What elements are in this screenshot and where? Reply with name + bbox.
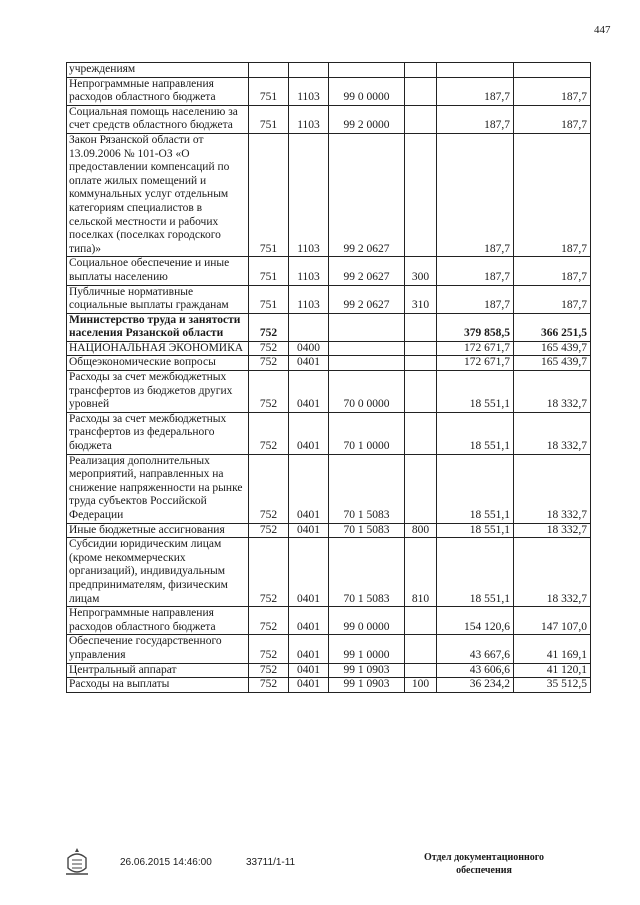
row-expense-type: [405, 412, 437, 454]
row-article-code: [329, 313, 405, 341]
row-article-code: 99 1 0000: [329, 635, 405, 663]
row-amount-2017: 18 332,7: [514, 371, 591, 413]
row-name: Центральный аппарат: [67, 663, 249, 678]
row-name: Социальная помощь населению за счет средств областного бюджета: [67, 105, 249, 133]
table-row: [67, 635, 591, 663]
emblem-icon: [62, 846, 92, 878]
row-amount-2016: 18 551,1: [437, 454, 514, 523]
row-amount-2016: 172 671,7: [437, 356, 514, 371]
row-article-code: 99 1 0903: [329, 678, 405, 693]
row-expense-type: [405, 77, 437, 105]
row-amount-2017: 187,7: [514, 257, 591, 285]
row-expense-type: [405, 607, 437, 635]
row-org-code: 751: [249, 257, 289, 285]
footer-timestamp: 26.06.2015 14:46:00: [120, 857, 212, 868]
row-expense-type: [405, 105, 437, 133]
row-name: Публичные нормативные социальные выплаты гражданам: [67, 285, 249, 313]
table-row: [67, 341, 591, 356]
row-org-code: 752: [249, 663, 289, 678]
row-expense-type: 100: [405, 678, 437, 693]
row-amount-2016: 36 234,2: [437, 678, 514, 693]
table-row: [67, 538, 591, 607]
row-org-code: 752: [249, 313, 289, 341]
row-name: Расходы за счет межбюджетных трансфертов из федерального бюджета: [67, 412, 249, 454]
row-section-code: 0401: [289, 454, 329, 523]
row-name: Социальное обеспечение и иные выплаты населению: [67, 257, 249, 285]
row-amount-2017: 187,7: [514, 105, 591, 133]
row-org-code: 752: [249, 371, 289, 413]
footer-document-code: 33711/1-11: [246, 857, 296, 868]
row-article-code: 99 2 0627: [329, 257, 405, 285]
row-article-code: 70 1 5083: [329, 523, 405, 538]
row-amount-2016: 154 120,6: [437, 607, 514, 635]
table-row: [67, 607, 591, 635]
row-article-code: 70 1 5083: [329, 454, 405, 523]
row-org-code: 752: [249, 538, 289, 607]
row-amount-2017: 366 251,5: [514, 313, 591, 341]
table-row: [67, 313, 591, 341]
row-expense-type: 800: [405, 523, 437, 538]
row-amount-2016: 43 606,6: [437, 663, 514, 678]
row-section-code: 0401: [289, 412, 329, 454]
table-row: [67, 371, 591, 413]
row-amount-2017: 165 439,7: [514, 356, 591, 371]
row-section-code: 1103: [289, 105, 329, 133]
row-org-code: 752: [249, 635, 289, 663]
row-amount-2016: 187,7: [437, 105, 514, 133]
row-name: Расходы на выплаты: [67, 678, 249, 693]
row-name: Иные бюджетные ассигнования: [67, 523, 249, 538]
row-article-code: 99 2 0627: [329, 133, 405, 256]
row-amount-2016: 187,7: [437, 133, 514, 256]
row-article-code: 70 1 0000: [329, 412, 405, 454]
row-amount-2017: 187,7: [514, 77, 591, 105]
row-org-code: [249, 63, 289, 78]
row-expense-type: [405, 635, 437, 663]
row-expense-type: 310: [405, 285, 437, 313]
row-amount-2016: 172 671,7: [437, 341, 514, 356]
page-number: 447: [594, 24, 611, 36]
row-name: учреждениям: [67, 63, 249, 78]
row-article-code: 99 1 0903: [329, 663, 405, 678]
row-expense-type: [405, 371, 437, 413]
row-amount-2017: 147 107,0: [514, 607, 591, 635]
row-amount-2017: [514, 63, 591, 78]
row-section-code: 0401: [289, 635, 329, 663]
row-expense-type: [405, 63, 437, 78]
row-article-code: 99 0 0000: [329, 77, 405, 105]
row-org-code: 752: [249, 523, 289, 538]
row-article-code: 99 0 0000: [329, 607, 405, 635]
table-row: [67, 454, 591, 523]
row-amount-2016: [437, 63, 514, 78]
table-row: [67, 678, 591, 693]
row-org-code: 752: [249, 341, 289, 356]
row-expense-type: [405, 663, 437, 678]
table-row: [67, 356, 591, 371]
row-section-code: 1103: [289, 133, 329, 256]
table-row: [67, 63, 591, 78]
row-expense-type: [405, 454, 437, 523]
row-org-code: 752: [249, 356, 289, 371]
row-name: Реализация дополнительных мероприятий, направленных на снижение напряженности на рынке труда субъектов Российской Федерации: [67, 454, 249, 523]
row-org-code: 751: [249, 285, 289, 313]
row-amount-2016: 187,7: [437, 257, 514, 285]
row-amount-2016: 379 858,5: [437, 313, 514, 341]
row-amount-2017: 41 120,1: [514, 663, 591, 678]
row-amount-2017: 35 512,5: [514, 678, 591, 693]
table-row: [67, 663, 591, 678]
row-section-code: 1103: [289, 77, 329, 105]
row-article-code: [329, 356, 405, 371]
row-amount-2016: 18 551,1: [437, 538, 514, 607]
row-article-code: [329, 63, 405, 78]
row-amount-2016: 18 551,1: [437, 412, 514, 454]
row-name: Обеспечение государственного управления: [67, 635, 249, 663]
row-section-code: 0401: [289, 607, 329, 635]
row-section-code: 0401: [289, 523, 329, 538]
row-amount-2017: 165 439,7: [514, 341, 591, 356]
row-org-code: 751: [249, 77, 289, 105]
row-article-code: 70 0 0000: [329, 371, 405, 413]
row-name: Непрограммные направления расходов областного бюджета: [67, 77, 249, 105]
row-amount-2017: 18 332,7: [514, 454, 591, 523]
table-row: [67, 133, 591, 256]
row-expense-type: [405, 356, 437, 371]
row-section-code: 0401: [289, 678, 329, 693]
row-amount-2016: 18 551,1: [437, 523, 514, 538]
row-name: Непрограммные направления расходов областного бюджета: [67, 607, 249, 635]
row-article-code: [329, 341, 405, 356]
row-name: Расходы за счет межбюджетных трансфертов из бюджетов других уровней: [67, 371, 249, 413]
row-section-code: [289, 63, 329, 78]
row-org-code: 752: [249, 412, 289, 454]
budget-table: [66, 62, 591, 693]
row-org-code: 751: [249, 133, 289, 256]
table-row: [67, 412, 591, 454]
row-section-code: 0401: [289, 371, 329, 413]
table-row: [67, 257, 591, 285]
row-amount-2017: 18 332,7: [514, 538, 591, 607]
row-article-code: 70 1 5083: [329, 538, 405, 607]
table-row: [67, 105, 591, 133]
row-amount-2017: 187,7: [514, 133, 591, 256]
row-amount-2016: 18 551,1: [437, 371, 514, 413]
row-amount-2017: 18 332,7: [514, 412, 591, 454]
row-expense-type: [405, 341, 437, 356]
row-name: НАЦИОНАЛЬНАЯ ЭКОНОМИКА: [67, 341, 249, 356]
row-expense-type: 300: [405, 257, 437, 285]
row-amount-2016: 43 667,6: [437, 635, 514, 663]
row-org-code: 752: [249, 678, 289, 693]
row-expense-type: [405, 133, 437, 256]
table-row: [67, 523, 591, 538]
row-section-code: 0401: [289, 538, 329, 607]
row-section-code: 1103: [289, 257, 329, 285]
row-amount-2017: 18 332,7: [514, 523, 591, 538]
row-name: Общеэкономические вопросы: [67, 356, 249, 371]
row-section-code: 0401: [289, 356, 329, 371]
row-name: Министерство труда и занятости населения Рязанской области: [67, 313, 249, 341]
row-name: Субсидии юридическим лицам (кроме некоммерческих организаций), индивидуальным предпринимателям, физическим лицам: [67, 538, 249, 607]
row-section-code: 1103: [289, 285, 329, 313]
row-org-code: 751: [249, 105, 289, 133]
row-name: Закон Рязанской области от 13.09.2006 № 101-ОЗ «О предоставлении компенсаций по оплате жилых помещений и коммунальных услуг отдельным категориям специалистов в сельской местности и рабочих поселках (поселках городского типа)»: [67, 133, 249, 256]
row-org-code: 752: [249, 454, 289, 523]
row-amount-2017: 41 169,1: [514, 635, 591, 663]
table-row: [67, 77, 591, 105]
table-row: [67, 285, 591, 313]
row-section-code: [289, 313, 329, 341]
row-amount-2016: 187,7: [437, 77, 514, 105]
footer-department: Отдел документационного обеспечения: [423, 852, 545, 876]
row-org-code: 752: [249, 607, 289, 635]
row-section-code: 0400: [289, 341, 329, 356]
row-expense-type: 810: [405, 538, 437, 607]
row-article-code: 99 2 0627: [329, 285, 405, 313]
row-expense-type: [405, 313, 437, 341]
row-amount-2017: 187,7: [514, 285, 591, 313]
row-article-code: 99 2 0000: [329, 105, 405, 133]
row-section-code: 0401: [289, 663, 329, 678]
row-amount-2016: 187,7: [437, 285, 514, 313]
